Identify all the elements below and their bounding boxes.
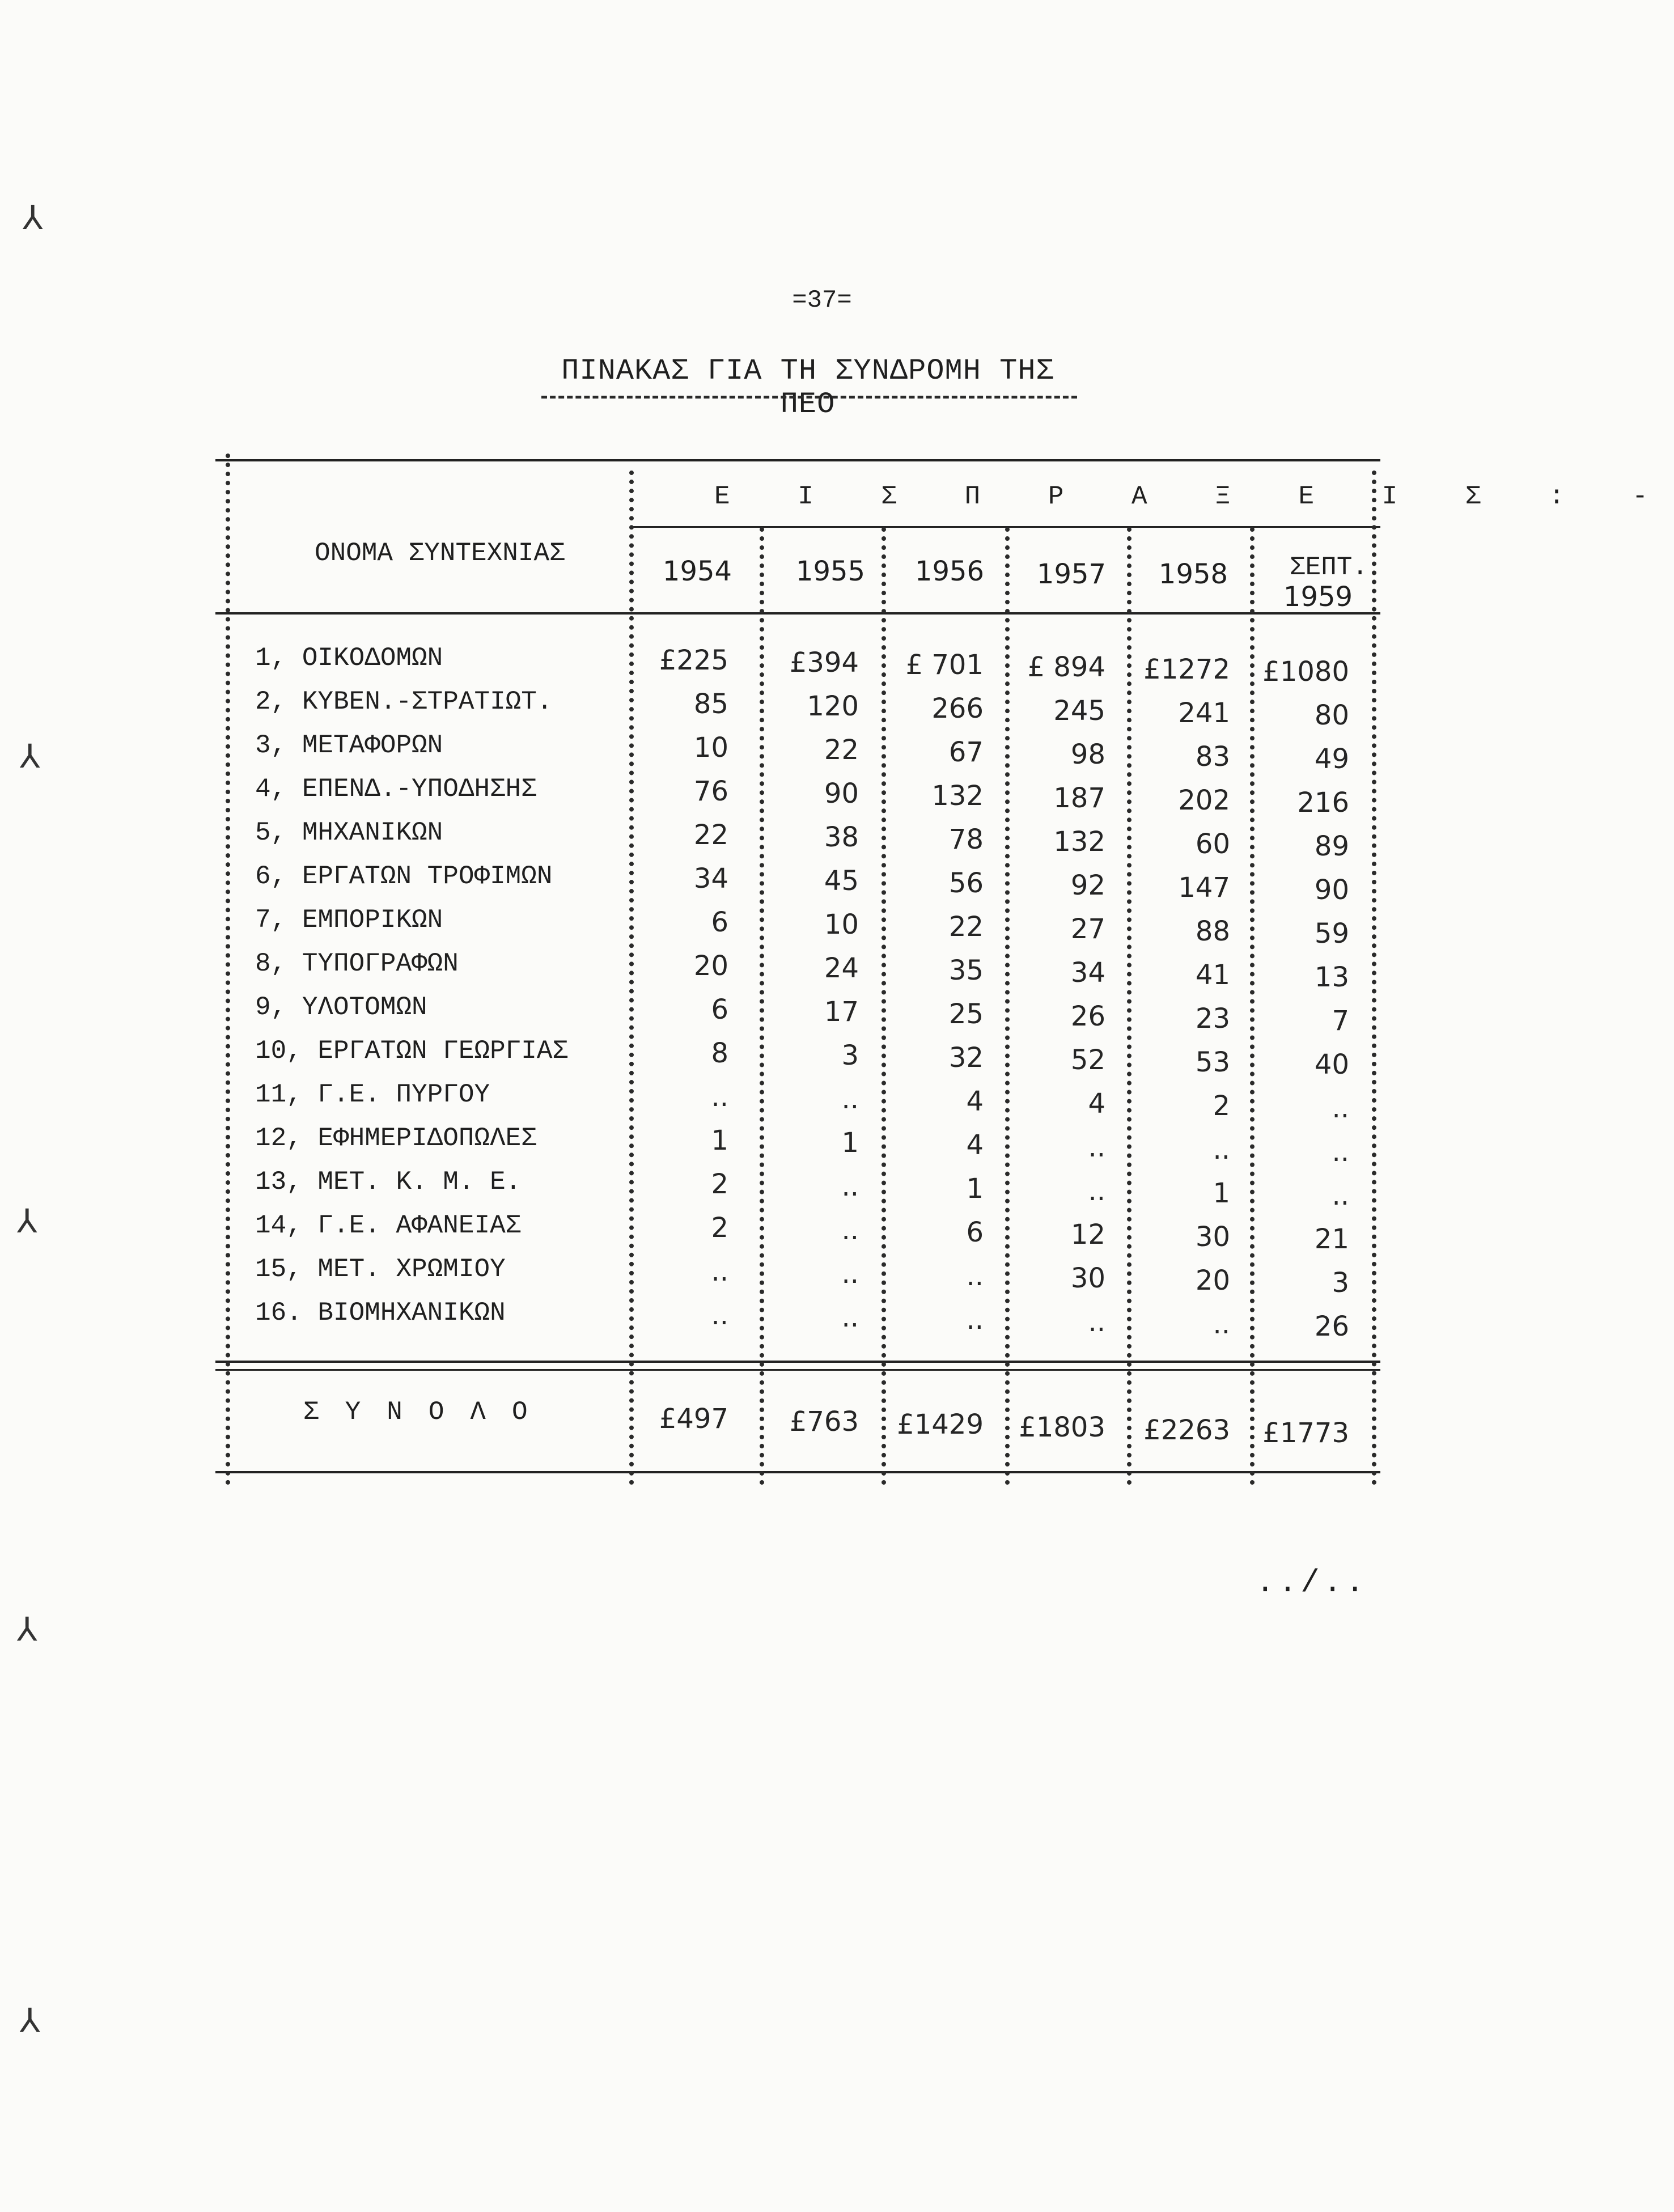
table-cell: 3 [1332,1267,1349,1299]
table-cell: £ 894 [1027,651,1105,683]
right-border-dots [1372,471,1376,1485]
union-name: 15, ΜΕΤ. ΧΡΩΜΙΟΥ [255,1255,506,1284]
table-cell: 30 [1195,1221,1230,1253]
year-header-1956: 1956 [914,556,985,587]
table-cell: 1 [966,1173,984,1205]
table-cell: 147 [1178,872,1230,904]
table-top-rule [215,459,1380,461]
union-name: 14, Γ.Ε. ΑΦΑΝΕΙΑΣ [255,1211,522,1240]
table-cell: 26 [1314,1311,1349,1342]
table-cell: 59 [1314,918,1349,950]
table-cell: 2 [711,1168,728,1200]
table-cell: 13 [1314,961,1349,993]
table-cell: 45 [824,865,859,897]
table-cell: .. [711,1081,728,1113]
union-name: 7, ΕΜΠΟΡΙΚΩΝ [255,905,443,935]
table-cell: 25 [948,998,984,1030]
union-name: 4, ΕΠΕΝΔ.-ΥΠΟΔΗΣΗΣ [255,774,537,804]
table-cell: 1 [841,1127,859,1159]
left-border-dots [226,454,230,1485]
table-cell: .. [841,1302,859,1333]
margin-punch-mark: ⅄ [17,1206,37,1243]
table-cell: 67 [948,736,984,768]
table-cell: 98 [1070,739,1105,770]
union-name: 2, ΚΥΒΕΝ.-ΣΤΡΑΤΙΩΤ. [255,687,553,717]
table-cell: 89 [1314,830,1349,862]
table-cell: 23 [1195,1003,1230,1035]
table-cell: 266 [931,693,984,724]
margin-punch-mark: ⅄ [23,202,43,239]
table-cell: 1 [711,1125,728,1156]
table-cell: 6 [966,1217,984,1248]
table-cell: 2 [1213,1090,1230,1122]
receipts-group-header: Ε Ι Σ Π Ρ Α Ξ Ε Ι Σ : - [714,482,1674,511]
union-name: 13, ΜΕΤ. Κ. Μ. Ε. [255,1167,522,1197]
table-cell: 4 [966,1129,984,1161]
table-cell: .. [841,1083,859,1115]
table-cell: 53 [1195,1046,1230,1078]
table-cell: 1 [1213,1177,1230,1209]
table-cell: 30 [1070,1262,1105,1294]
year-header-1954: 1954 [662,556,732,587]
header-bottom-rule [215,612,1380,615]
table-cell: 38 [824,821,859,853]
union-name-header: ΟΝΟΜΑ ΣΥΝΤΕΧΝΙΑΣ [315,539,565,568]
table-cell: .. [1088,1175,1105,1207]
table-cell: .. [1088,1132,1105,1163]
table-cell: £225 [659,645,728,676]
table-cell: .. [711,1299,728,1331]
union-name: 12, ΕΦΗΜΕΡΙΔΟΠΩΛΕΣ [255,1124,537,1153]
totals-top-rule [215,1361,1380,1363]
document-title: ΠΙΝΑΚΑΣ ΓΙΑ ΤΗ ΣΥΝΔΡΟΜΗ ΤΗΣ ΠΕΟ [561,354,1054,421]
table-cell: 22 [693,819,728,851]
total-cell: £497 [659,1403,728,1435]
union-name: 9, ΥΛΟΤΟΜΩΝ [255,993,427,1022]
table-cell: .. [841,1214,859,1246]
table-cell: 12 [1070,1219,1105,1251]
table-bottom-rule [215,1471,1380,1473]
table-cell: 120 [807,690,859,722]
table-cell: 216 [1297,787,1349,819]
table-cell: .. [1213,1134,1230,1166]
table-cell: 41 [1195,959,1230,991]
table-cell: 6 [711,994,728,1026]
table-cell: £1080 [1262,656,1349,688]
table-cell: 20 [1195,1265,1230,1296]
table-cell: 17 [824,996,859,1028]
table-cell: 92 [1070,870,1105,901]
table-cell: 10 [693,732,728,764]
table-cell: 21 [1314,1223,1349,1255]
table-cell: £394 [789,647,859,679]
table-cell: 83 [1195,741,1230,773]
page-number: =37= [792,286,852,315]
margin-punch-mark: ⅄ [20,2005,40,2042]
table-cell: 187 [1053,782,1105,814]
table-cell: .. [1332,1180,1349,1211]
subscription-table [215,454,1674,1485]
year-header-1958: 1958 [1158,558,1228,590]
total-label: ΣΥΝΟΛΟ [303,1397,554,1427]
table-cell: .. [711,1256,728,1287]
table-cell: 78 [948,824,984,855]
union-name: 6, ΕΡΓΑΤΩΝ ΤΡΟΦΙΜΩΝ [255,862,553,891]
union-name: 5, ΜΗΧΑΝΙΚΩΝ [255,818,443,847]
table-cell: .. [841,1258,859,1290]
table-cell: 34 [1070,957,1105,989]
table-cell: 49 [1314,743,1349,775]
table-cell: .. [1213,1308,1230,1340]
table-cell: 90 [824,778,859,810]
union-name: 16. ΒΙΟΜΗΧΑΝΙΚΩΝ [255,1298,506,1328]
table-cell: 132 [931,780,984,812]
table-cell: 7 [1332,1005,1349,1037]
table-cell: £1272 [1143,654,1230,685]
table-cell: 27 [1070,913,1105,945]
table-cell: 80 [1314,700,1349,731]
table-cell: 40 [1314,1049,1349,1080]
total-cell: £763 [789,1406,859,1438]
year-header-1955: 1955 [795,556,866,587]
table-cell: 3 [841,1040,859,1071]
totals-double-rule [215,1369,1380,1371]
table-cell: 245 [1053,695,1105,727]
table-cell: 76 [693,776,728,807]
table-cell: 2 [711,1212,728,1244]
table-cell: .. [966,1304,984,1336]
total-cell: £1429 [897,1409,984,1440]
union-name: 11, Γ.Ε. ΠΥΡΓΟΥ [255,1080,490,1109]
table-cell: .. [1332,1092,1349,1124]
table-cell: 132 [1053,826,1105,858]
table-cell: 22 [948,911,984,943]
table-cell: 22 [824,734,859,766]
year-header-1959: 1959 [1283,581,1353,613]
union-name: 3, ΜΕΤΑΦΟΡΩΝ [255,731,443,760]
table-cell: 85 [693,688,728,720]
margin-punch-mark: ⅄ [20,741,40,778]
year-header-sept: ΣΕΠΤ. [1290,553,1368,582]
table-cell: 32 [948,1042,984,1074]
table-cell: 90 [1314,874,1349,906]
table-cell: 8 [711,1037,728,1069]
table-cell: .. [841,1171,859,1202]
table-cell: 52 [1070,1044,1105,1076]
table-cell: 20 [693,950,728,982]
union-name: 8, ΤΥΠΟΓΡΑΦΩΝ [255,949,459,978]
table-cell: 35 [948,955,984,986]
margin-punch-mark: ⅄ [17,1614,37,1651]
table-cell: .. [1088,1306,1105,1338]
total-cell: £2263 [1143,1414,1230,1446]
year-header-1957: 1957 [1036,558,1107,590]
total-cell: £1773 [1262,1417,1349,1449]
continuation-mark: ../.. [1256,1565,1368,1601]
table-cell: 56 [948,867,984,899]
table-cell: 26 [1070,1001,1105,1032]
table-cell: 4 [1088,1088,1105,1120]
table-cell: 24 [824,952,859,984]
table-cell: 6 [711,906,728,938]
table-cell: 88 [1195,916,1230,947]
table-cell: 34 [693,863,728,895]
total-cell: £1803 [1019,1412,1105,1443]
table-cell: 10 [824,909,859,940]
title-underline [541,396,1077,399]
table-cell: .. [1332,1136,1349,1168]
union-name: 1, ΟΙΚΟΔΟΜΩΝ [255,643,443,673]
union-name: 10, ΕΡΓΑΤΩΝ ΓΕΩΡΓΙΑΣ [255,1036,569,1066]
table-cell: 4 [966,1086,984,1117]
table-cell: 202 [1178,785,1230,816]
table-cell: .. [966,1260,984,1292]
table-cell: 241 [1178,697,1230,729]
table-cell: £ 701 [905,649,984,681]
table-cell: 60 [1195,828,1230,860]
